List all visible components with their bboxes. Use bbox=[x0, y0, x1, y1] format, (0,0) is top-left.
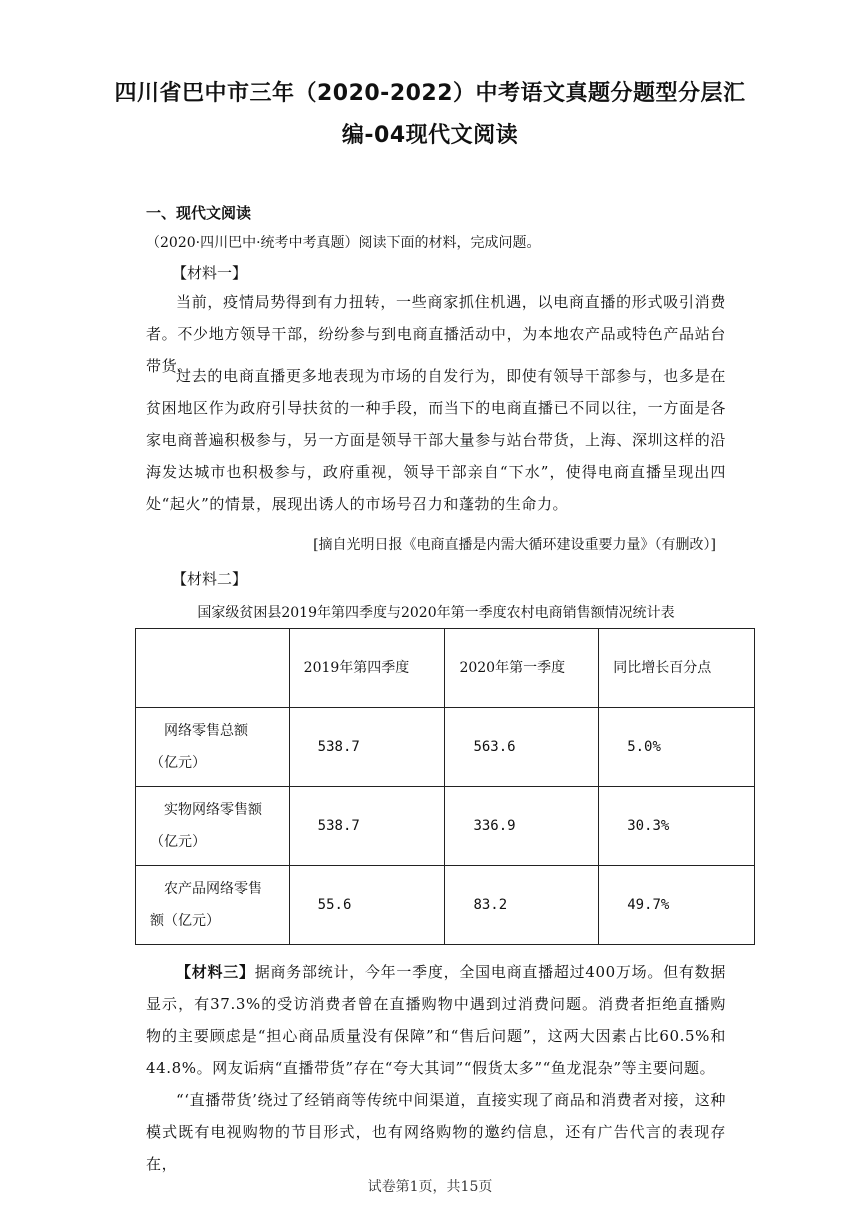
cell-growth: 49.7% bbox=[599, 866, 755, 945]
material-3-paragraph-2: “‘直播带货’绕过了经销商等传统中间渠道，直接实现了商品和消费者对接，这种模式既有电视购物的节目形式，也有网络购物的邀约信息，还有广告代言的表现存在， bbox=[146, 1091, 726, 1173]
table-header-cell: 2020年第一季度 bbox=[445, 629, 599, 708]
cell-2019-q4: 55.6 bbox=[289, 866, 445, 945]
page-footer: 试卷第1页，共15页 bbox=[367, 1179, 493, 1195]
material-1-label: 【材料一】 bbox=[172, 264, 248, 282]
material-1-paragraph-2: 过去的电商直播更多地表现为市场的自发行为，即使有领导干部参与，也多是在贫困地区作为政府引导扶贫的一种手段，而当下的电商直播已不同以往，一方面是各家电商普遍积极参与，另一方面是领导干部大量参与站台带货，上海、深圳这样的沿海发达城市也积极参与，政府重视，领导干部亲自“下水”，使得电商直播呈现出四处“起火”的情景，展现出诱人的市场号召力和蓬勃的生命力。 bbox=[146, 367, 726, 513]
row-label: 网络零售总额（亿元） bbox=[136, 708, 290, 787]
cell-2020-q1: 83.2 bbox=[445, 866, 599, 945]
page-title-line-1: 四川省巴中市三年（2020-2022）中考语文真题分题型分层汇 bbox=[114, 81, 746, 106]
material-3-paragraph-1 bbox=[146, 956, 726, 1084]
cell-2020-q1: 336.9 bbox=[445, 787, 599, 866]
row-label: 实物网络零售额（亿元） bbox=[136, 787, 290, 866]
cell-2020-q1: 563.6 bbox=[445, 708, 599, 787]
material-3-label: 【材料三】 bbox=[176, 963, 255, 981]
table-row bbox=[136, 787, 755, 866]
material-1-citation: [摘自光明日报《电商直播是内需大循环建设重要力量》（有删改）] bbox=[313, 537, 716, 553]
table-row bbox=[136, 708, 755, 787]
cell-2019-q4: 538.7 bbox=[289, 787, 445, 866]
table-header-cell: 同比增长百分点 bbox=[599, 629, 755, 708]
cell-growth: 30.3% bbox=[599, 787, 755, 866]
sales-stats-table bbox=[135, 628, 755, 945]
section-heading: 一、现代文阅读 bbox=[146, 204, 252, 222]
material-2-label: 【材料二】 bbox=[172, 570, 248, 588]
cell-2019-q4: 538.7 bbox=[289, 708, 445, 787]
material-3-text: 据商务部统计，今年一季度，全国电商直播超过400万场。但有数据显示，有37.3%的受访消费者曾在直播购物中遇到过消费问题。消费者拒绝直播购物的主要顾虑是“担心商品质量没有保障”和“售后问题”，这两大因素占比60.5%和44.8%。网友诟病“直播带货”存在“夸大其词”“假货太多”“鱼龙混杂”等主要问题。 bbox=[146, 963, 726, 1077]
table-header-cell: 2019年第四季度 bbox=[289, 629, 445, 708]
table-header-cell bbox=[136, 629, 290, 708]
table-caption: 国家级贫困县2019年第四季度与2020年第一季度农村电商销售额情况统计表 bbox=[197, 605, 675, 621]
page-title-line-2: 编-04现代文阅读 bbox=[341, 123, 519, 148]
table-header-row bbox=[136, 629, 755, 708]
cell-growth: 5.0% bbox=[599, 708, 755, 787]
table-row bbox=[136, 866, 755, 945]
material-1-paragraph-1: 当前，疫情局势得到有力扭转，一些商家抓住机遇，以电商直播的形式吸引消费者。不少地方领导干部，纷纷参与到电商直播活动中，为本地农产品或特色产品站台带货。 bbox=[146, 293, 726, 375]
source-note: （2020·四川巴中·统考中考真题）阅读下面的材料，完成问题。 bbox=[146, 235, 541, 251]
row-label: 农产品网络零售额（亿元） bbox=[136, 866, 290, 945]
